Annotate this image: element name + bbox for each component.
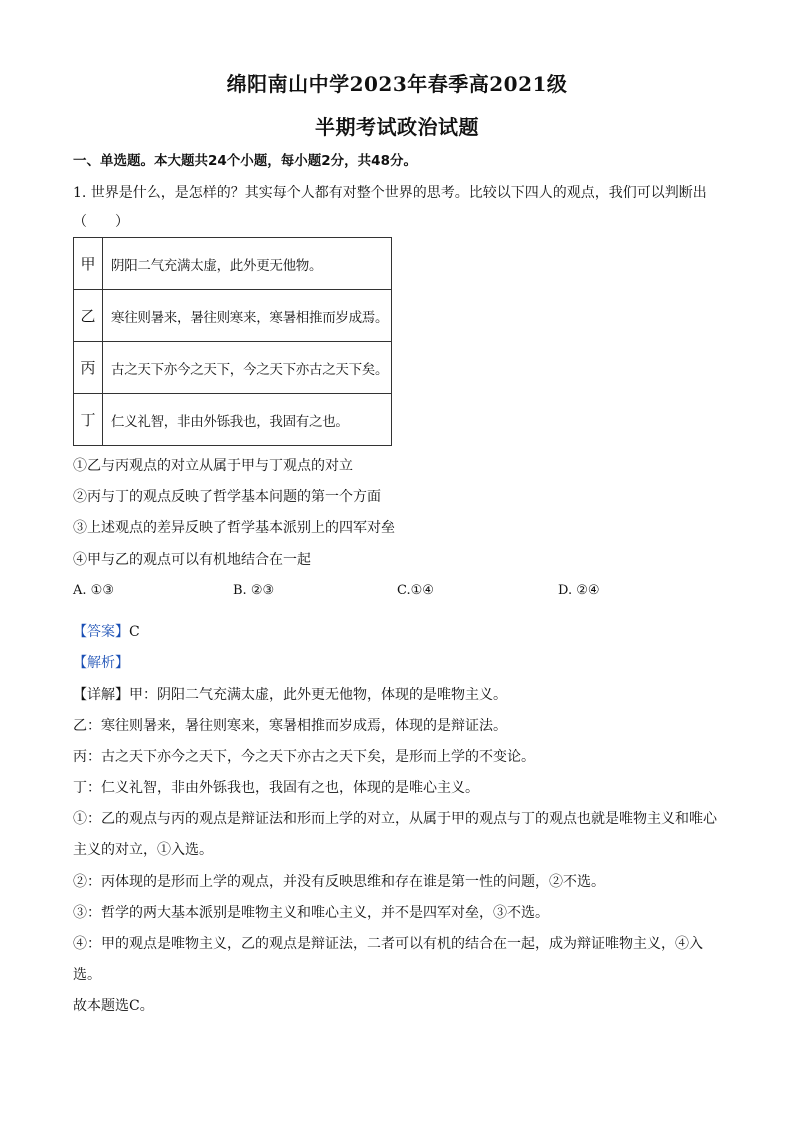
- table-text: 寒往则暑来，暑往则寒来，寒暑相推而岁成焉。: [103, 290, 392, 342]
- table-row: [74, 290, 392, 342]
- table-text: 仁义礼智，非由外铄我也，我固有之也。: [103, 394, 392, 446]
- detail-tag: 详解: [87, 687, 115, 703]
- table-text: 古之天下亦今之天下，今之天下亦古之天下矣。: [103, 342, 392, 394]
- exam-title-line1: 绵阳南山中学2023年春季高2021级: [226, 72, 568, 96]
- option-c: [397, 583, 434, 598]
- analysis-heading: 【解析】: [73, 655, 129, 671]
- analysis-line: ④：甲的观点是唯物主义，乙的观点是辩证法，二者可以有机的结合在一起，成为辩证唯物主义，④入: [73, 936, 703, 952]
- question-stem-bracket: （ ）: [73, 214, 129, 230]
- option-label: C.: [397, 583, 411, 598]
- table-key: 乙: [74, 290, 103, 342]
- table-text: 阴阳二气充满太虚，此外更无他物。: [103, 238, 392, 290]
- analysis-conclusion: 故本题选C。: [73, 998, 154, 1014]
- table-key: 甲: [74, 238, 103, 290]
- option-label: B.: [233, 583, 247, 598]
- option-text: ①③: [90, 583, 114, 598]
- table-key: 丙: [74, 342, 103, 394]
- analysis-text: 甲：阴阳二气充满太虚，此外更无他物，体现的是唯物主义。: [129, 687, 507, 703]
- option-text: ②④: [576, 583, 600, 598]
- analysis-line: ①：乙的观点与丙的观点是辩证法和形而上学的对立，从属于甲的观点与丁的观点也就是唯物主义和唯心: [73, 811, 717, 827]
- option-a: [73, 583, 114, 598]
- table-row: [74, 394, 392, 446]
- statement-3: ③上述观点的差异反映了哲学基本派别上的四军对垒: [73, 520, 395, 536]
- option-label: D.: [558, 583, 573, 598]
- answer-value: C: [129, 624, 140, 640]
- statement-2: ②丙与丁的观点反映了哲学基本问题的第一个方面: [73, 489, 381, 505]
- answer-tag: 答案: [87, 624, 115, 640]
- option-label: A.: [73, 583, 87, 598]
- option-d: [558, 583, 600, 598]
- analysis-line: 乙：寒往则暑来，暑往则寒来，寒暑相推而岁成焉，体现的是辩证法。: [73, 718, 507, 734]
- option-b: [233, 583, 274, 598]
- analysis-line: 丁：仁义礼智，非由外铄我也，我固有之也，体现的是唯心主义。: [73, 780, 479, 796]
- table-row: [74, 238, 392, 290]
- analysis-line: ③：哲学的两大基本派别是唯物主义和唯心主义，并不是四军对垒，③不选。: [73, 905, 549, 921]
- table-key: 丁: [74, 394, 103, 446]
- option-text: ①④: [410, 583, 434, 598]
- option-text: ②③: [250, 583, 275, 598]
- analysis-line: 选。: [73, 967, 101, 983]
- statement-4: ④甲与乙的观点可以有机地结合在一起: [73, 552, 311, 568]
- analysis-line: 丙：古之天下亦今之天下，今之天下亦古之天下矣，是形而上学的不变论。: [73, 749, 535, 765]
- table-row: [74, 342, 392, 394]
- answer-line: 【答案】C: [73, 624, 140, 640]
- analysis-line: 主义的对立，①入选。: [73, 842, 213, 858]
- exam-title-line2: 半期考试政治试题: [315, 115, 479, 139]
- analysis-line: ②：丙体现的是形而上学的观点，并没有反映思维和存在谁是第一性的问题，②不选。: [73, 874, 605, 890]
- viewpoint-table: [73, 237, 392, 446]
- analysis-tag: 解析: [87, 655, 115, 671]
- analysis-line: 【详解】甲：阴阳二气充满太虚，此外更无他物，体现的是唯物主义。: [73, 687, 507, 703]
- statement-1: ①乙与丙观点的对立从属于甲与丁观点的对立: [73, 458, 353, 474]
- section-heading: 一、单选题。本大题共24个小题，每小题2分，共48分。: [73, 153, 417, 169]
- question-stem: 1. 世界是什么，是怎样的？其实每个人都有对整个世界的思考。比较以下四人的观点，我们可以判断出: [73, 185, 707, 201]
